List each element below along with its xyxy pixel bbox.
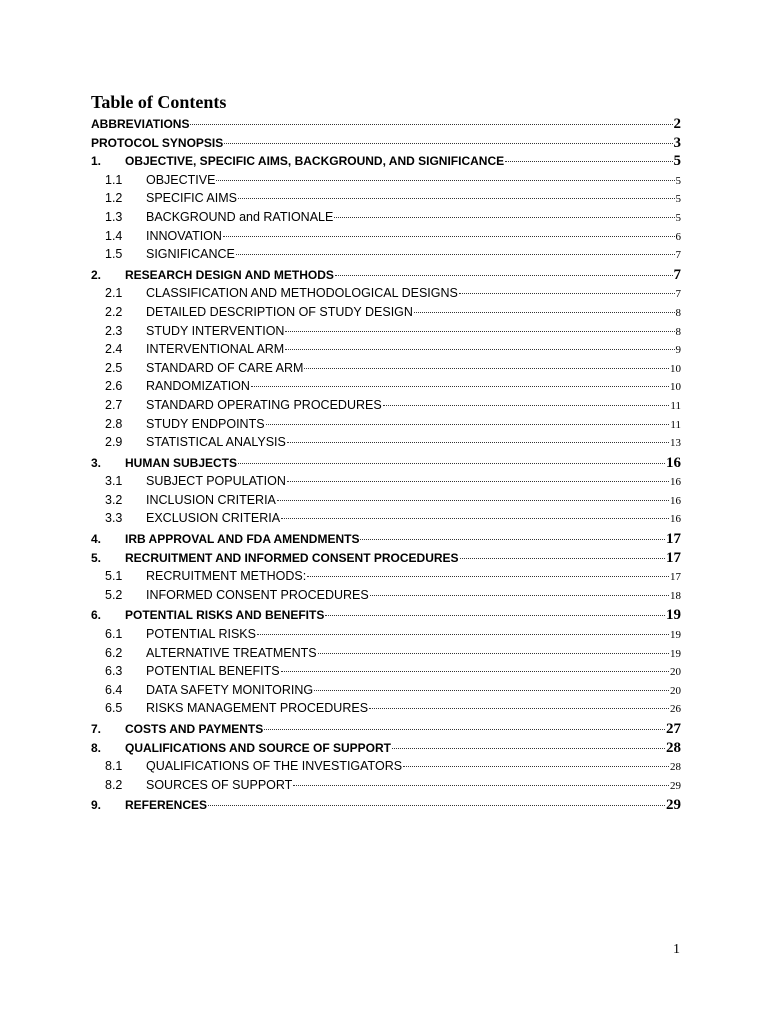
toc-entry-number: 6.1 [105,627,123,642]
dot-leader [266,424,670,425]
toc-entry-label: RECRUITMENT AND INFORMED CONSENT PROCEDURES [125,550,459,565]
toc-section-entry[interactable] [91,152,681,171]
dot-leader [392,748,665,749]
toc-entry-page: 8 [675,325,681,338]
toc-subsection-entry[interactable] [91,472,681,491]
toc-entry-number: 5. [91,550,102,565]
toc-entry-page: 7 [675,249,681,262]
toc-entry-number: 2. [91,267,102,282]
toc-entry-label: RESEARCH DESIGN AND METHODS [125,267,334,282]
toc-entry-label: EXCLUSION CRITERIA [146,511,281,526]
toc-subsection-entry[interactable] [91,662,681,681]
toc-entry-number: 1.3 [105,209,123,224]
toc-entry-number: 9. [91,798,102,813]
dot-leader [287,481,669,482]
toc-entry-label: STANDARD OPERATING PROCEDURES [146,397,382,412]
toc-section-entry[interactable] [91,720,681,739]
toc-subsection-entry[interactable] [91,208,681,227]
toc-entry-page: 19 [670,647,681,660]
toc-entry-page: 17 [666,549,681,566]
dot-leader [334,217,674,218]
toc-entry-label: POTENTIAL BENEFITS [146,664,280,679]
toc-entry-number: 1.4 [105,228,123,243]
toc-entry-label: INTERVENTIONAL ARM [146,342,285,357]
toc-subsection-entry[interactable] [91,377,681,396]
toc-entry-label: RISKS MANAGEMENT PROCEDURES [146,701,369,716]
toc-entry-page: 19 [666,607,681,624]
toc-subsection-entry[interactable] [91,322,681,341]
toc-entry-page: 11 [670,399,681,412]
dot-leader [236,254,675,255]
dot-leader [369,708,669,709]
toc-entry-number: 5.1 [105,569,123,584]
toc-entry-page: 7 [673,266,681,283]
toc-entry-page: 16 [666,454,681,471]
toc-subsection-entry[interactable] [91,245,681,264]
page-number: 1 [673,942,680,957]
toc-entry-page: 11 [670,418,681,431]
toc-subsection-entry[interactable] [91,776,681,795]
toc-entry-page: 20 [670,684,681,697]
dot-leader [314,690,669,691]
toc-entry-label: SIGNIFICANCE [146,247,235,262]
toc-section-entry[interactable] [91,606,681,625]
toc-entry-page: 20 [670,666,681,679]
toc-entry-label: OBJECTIVE, SPECIFIC AIMS, BACKGROUND, AND SIGNIFICANCE [125,154,505,169]
toc-entry-number: 5.2 [105,587,123,602]
toc-entry-page: 10 [670,362,681,375]
dot-leader [293,785,669,786]
toc-entry-number: 1. [91,154,102,169]
toc-entry-page: 18 [670,589,681,602]
toc-entry-number: 6.5 [105,701,123,716]
dot-leader [304,368,669,369]
toc-entry-number: 8.1 [105,759,123,774]
toc-entry-number: 3. [91,455,102,470]
toc-entry-label: ABBREVIATIONS [91,117,190,131]
toc-entry-number: 6.2 [105,645,123,660]
toc-entry-page: 6 [675,230,681,243]
toc-subsection-entry[interactable] [91,567,681,586]
toc-entry-page: 16 [670,513,681,526]
dot-leader [257,634,669,635]
toc-entry-label: DATA SAFETY MONITORING [146,682,314,697]
dot-leader [403,766,669,767]
toc-entry-page: 16 [670,494,681,507]
toc-entry-page: 8 [675,306,681,319]
toc-entry-label: SOURCES OF SUPPORT [146,777,293,792]
toc-section-entry[interactable] [91,266,681,285]
toc-subsection-entry[interactable] [91,644,681,663]
toc-section-entry[interactable] [91,454,681,473]
dot-leader [285,349,674,350]
toc-entry-page: 9 [675,344,681,357]
toc-entry-number: 1.2 [105,191,123,206]
toc-entry-page: 10 [670,381,681,394]
toc-entry-page: 29 [666,797,681,814]
toc-section-entry[interactable] [91,796,681,815]
toc-entry-page: 5 [675,211,681,224]
toc-entry-page: 19 [670,629,681,642]
toc-subsection-entry[interactable] [91,433,681,452]
toc-entry-label: POTENTIAL RISKS [146,627,256,642]
toc-entry-label: INNOVATION [146,228,222,243]
toc-entry-label: PROTOCOL SYNOPSIS [91,135,224,150]
toc-entry-label: COSTS AND PAYMENTS [125,722,264,736]
toc-entry-number: 2.5 [105,360,123,375]
toc-entry-page: 28 [670,761,681,774]
toc-entry-page: 7 [675,288,681,301]
dot-leader [287,442,669,443]
toc-entry-label: POTENTIAL RISKS AND BENEFITS [125,608,325,623]
toc-entry-number: 7. [91,722,102,736]
dot-leader [251,386,669,387]
dot-leader [238,463,665,464]
toc-entry-page: 27 [666,721,681,737]
dot-leader [285,331,674,332]
toc-entry-label: QUALIFICATIONS AND SOURCE OF SUPPORT [125,740,392,755]
toc-entry-label: CLASSIFICATION AND METHODOLOGICAL DESIGNS [146,286,458,301]
toc-subsection-entry[interactable] [91,396,681,415]
dot-leader [307,576,669,577]
toc-section-entry[interactable] [91,530,681,549]
toc-entry-label: QUALIFICATIONS OF THE INVESTIGATORS [146,759,403,774]
toc-entry-label: IRB APPROVAL AND FDA AMENDMENTS [125,532,360,547]
toc-entry-number: 2.8 [105,416,123,431]
toc-entry-number: 2.3 [105,323,123,338]
toc-entry-number: 3.1 [105,474,123,489]
dot-leader [281,671,669,672]
toc-subsection-entry[interactable] [91,681,681,700]
toc-entry-label: BACKGROUND and RATIONALE [146,209,334,224]
toc-entry-number: 3.2 [105,492,123,507]
dot-leader [360,539,665,540]
toc-subsection-entry[interactable] [91,171,681,190]
toc-entry-page: 3 [673,134,681,151]
toc-subsection-entry[interactable] [91,625,681,644]
dot-leader [325,615,665,616]
toc-entry-number: 2.4 [105,342,123,357]
toc-subsection-entry[interactable] [91,303,681,322]
toc-entry-page: 5 [675,174,681,187]
toc-entry-number: 2.1 [105,286,123,301]
dot-leader [505,161,672,162]
toc-entry-page: 5 [675,193,681,206]
toc-entry-label: HUMAN SUBJECTS [125,455,238,470]
toc-entry-label: DETAILED DESCRIPTION OF STUDY DESIGN [146,304,413,319]
toc-subsection-entry[interactable] [91,699,681,718]
toc-entry-label: INFORMED CONSENT PROCEDURES [146,587,369,602]
toc-entry-page: 26 [670,703,681,716]
toc-subsection-entry[interactable] [91,757,681,776]
toc-entry-label: RANDOMIZATION [146,379,250,394]
toc-section-entry[interactable] [91,549,681,568]
toc-section-entry[interactable] [91,739,681,758]
toc-entry-label: REFERENCES [125,798,208,813]
toc-subsection-entry[interactable] [91,284,681,303]
dot-leader [459,293,675,294]
toc-entry-page: 28 [666,739,681,756]
dot-leader [318,653,669,654]
toc-entry-page: 2 [673,116,681,132]
toc-entry-number: 1.5 [105,247,123,262]
toc-entry-label: SUBJECT POPULATION [146,474,286,489]
toc-subsection-entry[interactable] [91,509,681,528]
toc-entry-number: 6. [91,608,102,623]
toc-entry-page: 17 [666,531,681,548]
toc-entry-label: STUDY INTERVENTION [146,323,285,338]
toc-entry-label: INCLUSION CRITERIA [146,492,276,507]
dot-leader [383,405,670,406]
toc-entry-label: STUDY ENDPOINTS [146,416,265,431]
toc-entry-number: 8.2 [105,777,123,792]
toc-entry-number: 2.2 [105,304,123,319]
dot-leader [190,124,672,125]
toc-subsection-entry[interactable] [91,491,681,510]
toc-subsection-entry[interactable] [91,415,681,434]
table-of-contents [91,115,681,815]
toc-subsection-entry[interactable] [91,189,681,208]
toc-entry-number: 4. [91,532,102,547]
toc-entry-page: 17 [670,571,681,584]
toc-entry-page: 29 [670,779,681,792]
toc-entry-number: 2.7 [105,397,123,412]
toc-entry-number: 6.3 [105,664,123,679]
dot-leader [370,595,669,596]
toc-entry-label: ALTERNATIVE TREATMENTS [146,645,317,660]
toc-entry-page: 13 [670,437,681,450]
toc-subsection-entry[interactable] [91,227,681,246]
toc-entry-number: 6.4 [105,682,123,697]
toc-entry-label: OBJECTIVE [146,172,216,187]
toc-subsection-entry[interactable] [91,340,681,359]
toc-subsection-entry[interactable] [91,359,681,378]
toc-entry-number: 2.6 [105,379,123,394]
toc-entry-label: SPECIFIC AIMS [146,191,237,206]
dot-leader [223,236,675,237]
dot-leader [238,198,675,199]
toc-entry-label: STATISTICAL ANALYSIS [146,435,286,450]
dot-leader [460,558,665,559]
dot-leader [414,312,675,313]
dot-leader [216,180,674,181]
dot-leader [281,518,669,519]
dot-leader [335,275,673,276]
dot-leader [264,729,665,730]
toc-entry-number: 8. [91,740,102,755]
toc-entry-label: RECRUITMENT METHODS: [146,569,307,584]
toc-entry-number: 2.9 [105,435,123,450]
dot-leader [277,500,669,501]
toc-section-entry[interactable] [91,134,681,153]
toc-entry-number: 1.1 [105,172,123,187]
toc-entry-page: 5 [673,153,681,170]
toc-subsection-entry[interactable] [91,586,681,605]
dot-leader [224,143,672,144]
toc-title: Table of Contents [91,92,227,112]
toc-section-entry[interactable] [91,115,681,134]
toc-entry-label: STANDARD OF CARE ARM [146,360,304,375]
toc-entry-page: 16 [670,476,681,489]
dot-leader [208,805,665,806]
toc-entry-number: 3.3 [105,511,123,526]
